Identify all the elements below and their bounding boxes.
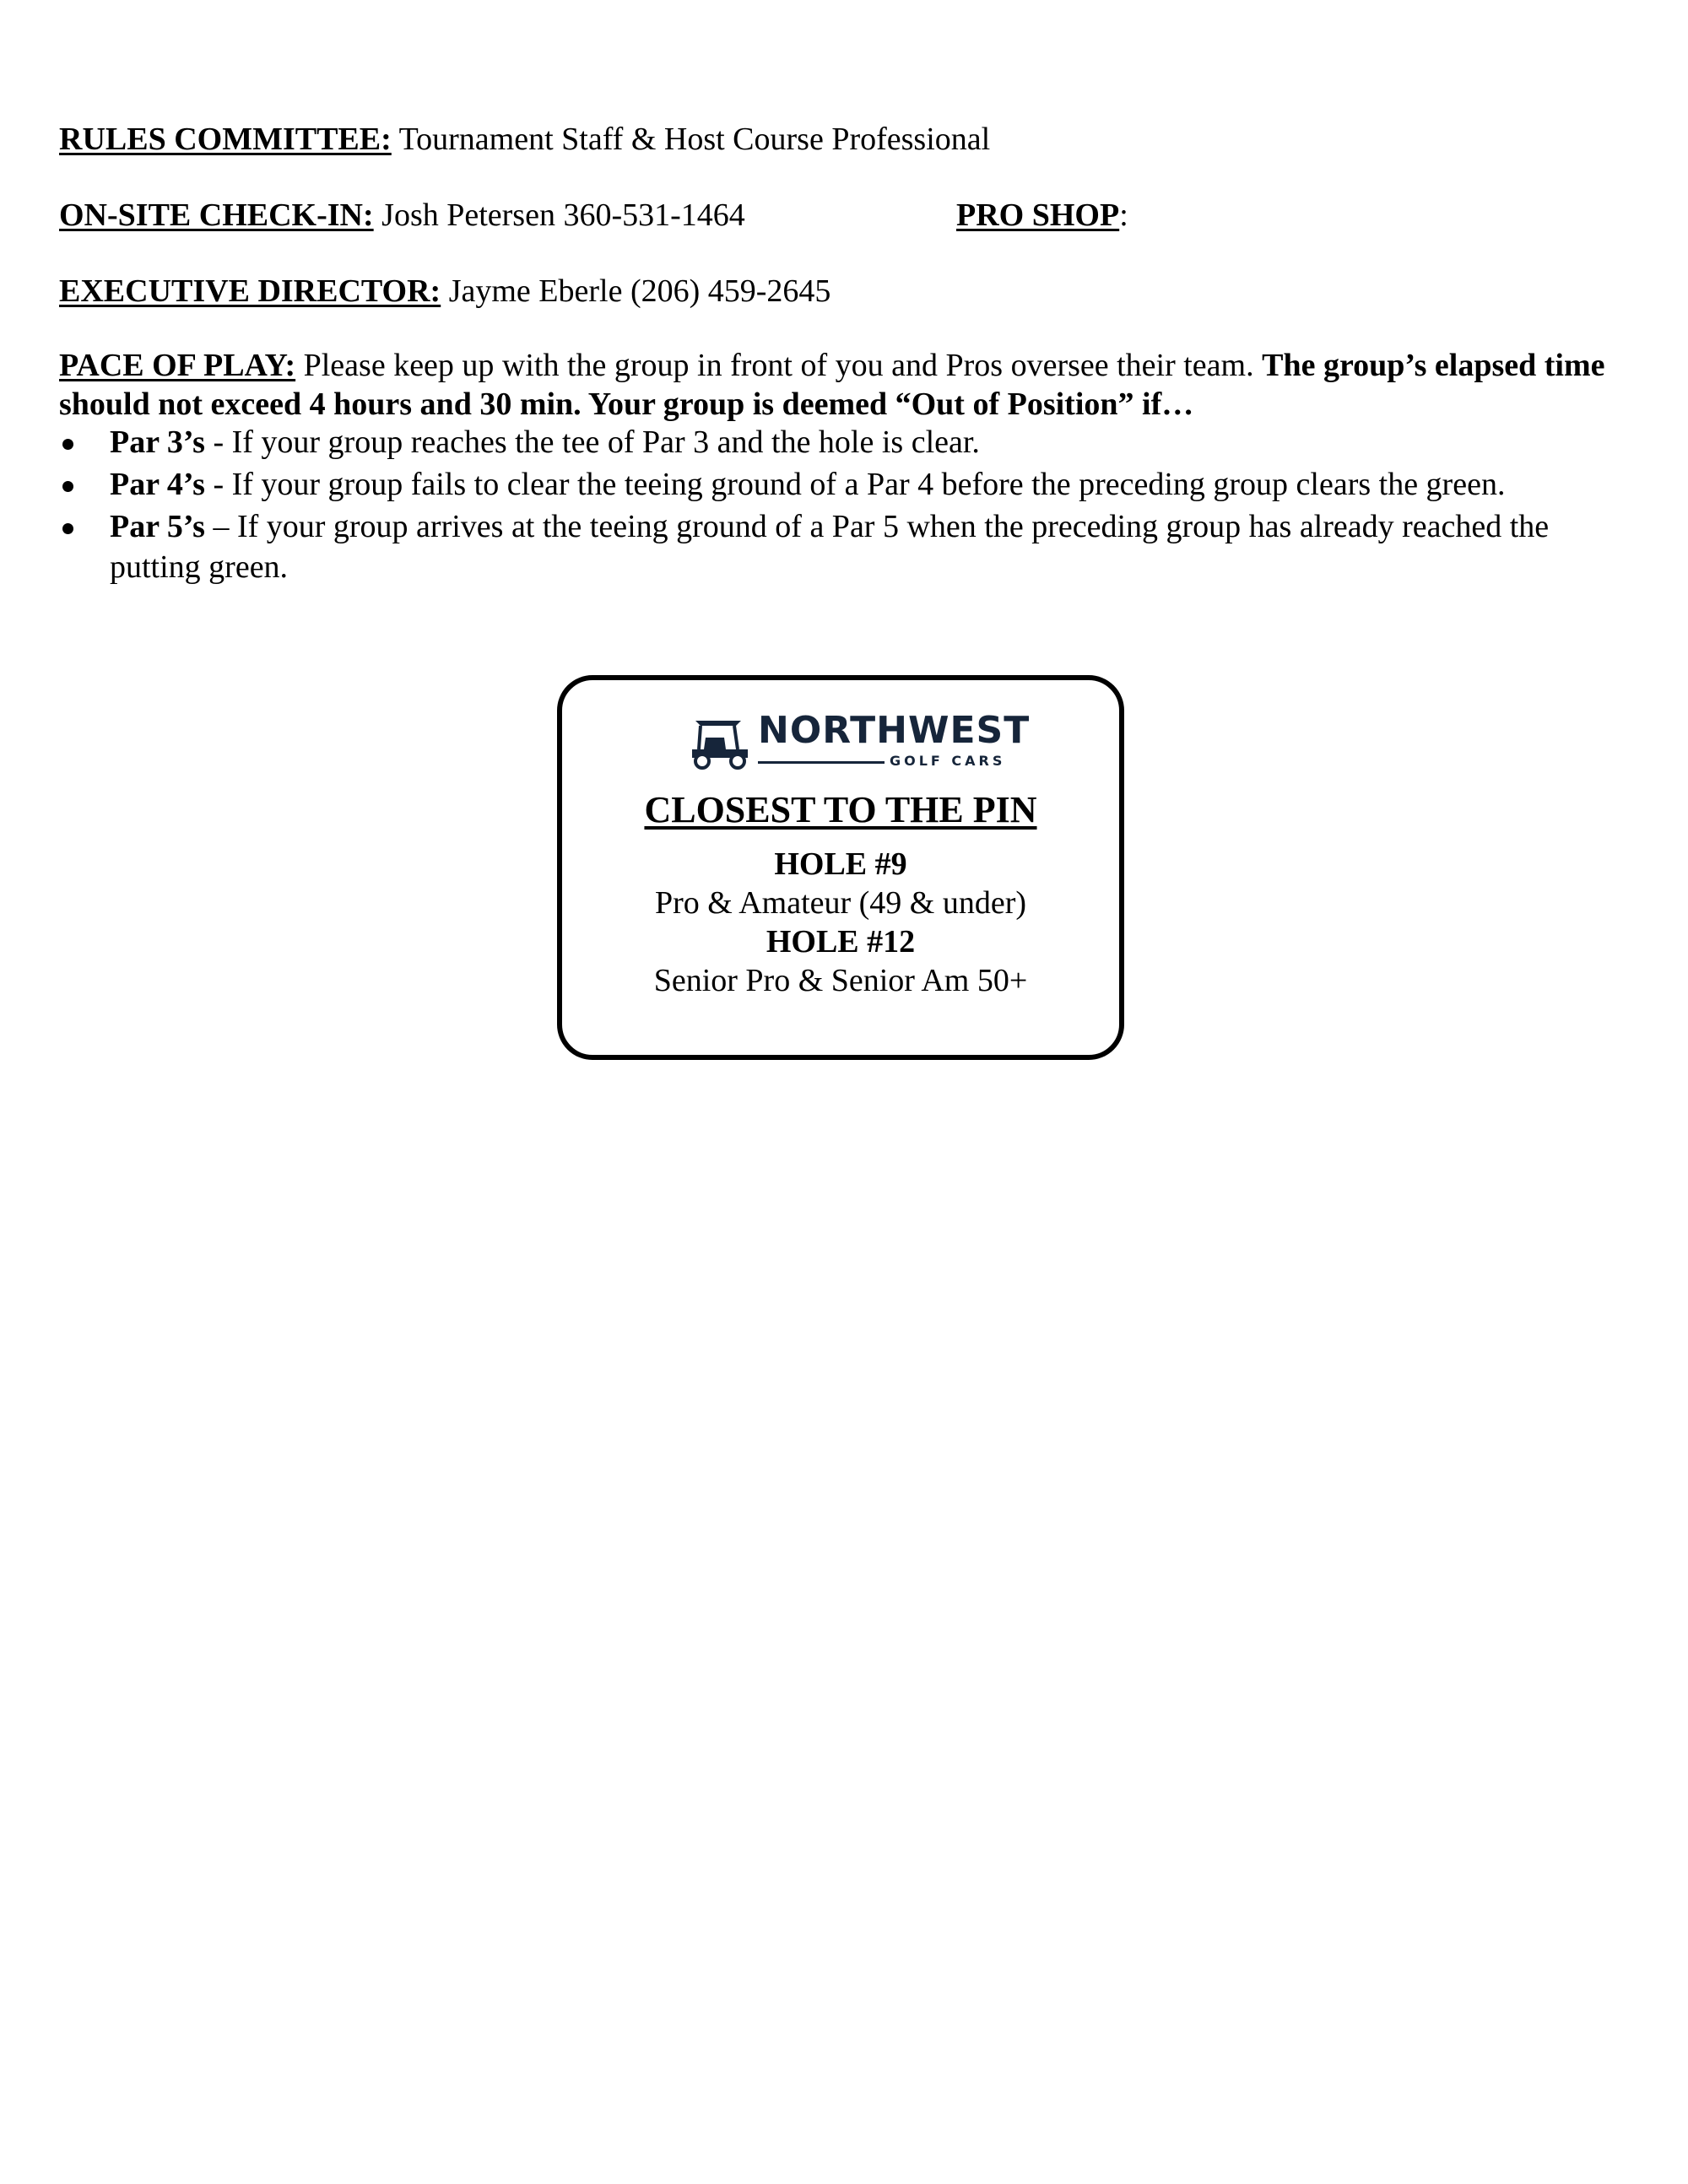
hole-12-heading: HOLE #12 bbox=[766, 924, 916, 960]
hole-9-description: Pro & Amateur (49 & under) bbox=[654, 885, 1027, 921]
golf-cart-icon bbox=[687, 712, 753, 771]
bullet-text: - If your group reaches the tee of Par 3 and the hole is clear. bbox=[204, 424, 980, 460]
pro-shop-value: : bbox=[1119, 197, 1128, 233]
closest-to-pin-box bbox=[557, 675, 1124, 1060]
logo-wordmark: NORTHWEST bbox=[758, 709, 1031, 752]
hole-9-heading: HOLE #9 bbox=[774, 846, 907, 882]
hole-12-description: Senior Pro & Senior Am 50+ bbox=[653, 963, 1028, 998]
bullet-icon bbox=[62, 523, 73, 534]
list-item bbox=[59, 422, 1629, 462]
executive-director-value: Jayme Eberle (206) 459-2645 bbox=[441, 273, 831, 309]
position-rules-list bbox=[59, 422, 1629, 589]
pace-of-play-text: Please keep up with the group in front of you and Pros oversee their team. bbox=[295, 348, 1263, 383]
bullet-icon bbox=[62, 439, 73, 450]
bullet-term: Par 3’s bbox=[110, 424, 205, 460]
rules-committee-label: RULES COMMITTEE: bbox=[59, 122, 392, 157]
rules-committee-value: Tournament Staff & Host Course Professional bbox=[391, 122, 991, 157]
pace-of-play-label: PACE OF PLAY: bbox=[59, 348, 296, 383]
bullet-term: Par 5’s bbox=[110, 509, 205, 544]
closest-to-pin-title-text: CLOSEST TO THE PIN bbox=[644, 789, 1037, 830]
list-item bbox=[59, 464, 1629, 505]
pace-of-play-paragraph bbox=[59, 346, 1629, 424]
sponsor-logo bbox=[687, 709, 1031, 776]
pro-shop-line bbox=[956, 196, 1128, 235]
rules-committee-line bbox=[59, 120, 990, 159]
list-item bbox=[59, 506, 1629, 587]
executive-director-label: EXECUTIVE DIRECTOR: bbox=[59, 273, 441, 309]
logo-subtitle: GOLF CARS bbox=[890, 753, 1006, 769]
bullet-icon bbox=[62, 481, 73, 492]
bullet-text: – If your group arrives at the teeing ground of a Par 5 when the preceding group has already reached the putting green. bbox=[110, 509, 1550, 585]
onsite-checkin-line bbox=[59, 196, 745, 235]
onsite-checkin-label: ON-SITE CHECK-IN: bbox=[59, 197, 374, 233]
pace-of-play-bold: The group’s elapsed time should not exceed 4 hours and 30 min. Your group is deemed “Out of Position” if… bbox=[59, 348, 1605, 422]
closest-to-pin-title bbox=[562, 788, 1119, 831]
pro-shop-label: PRO SHOP bbox=[956, 197, 1120, 233]
bullet-text: - If your group fails to clear the teeing ground of a Par 4 before the preceding group clears the green. bbox=[204, 467, 1506, 502]
bullet-term: Par 4’s bbox=[110, 467, 205, 502]
logo-divider bbox=[758, 761, 885, 764]
onsite-checkin-value: Josh Petersen 360-531-1464 bbox=[373, 197, 745, 233]
executive-director-line bbox=[59, 272, 830, 311]
